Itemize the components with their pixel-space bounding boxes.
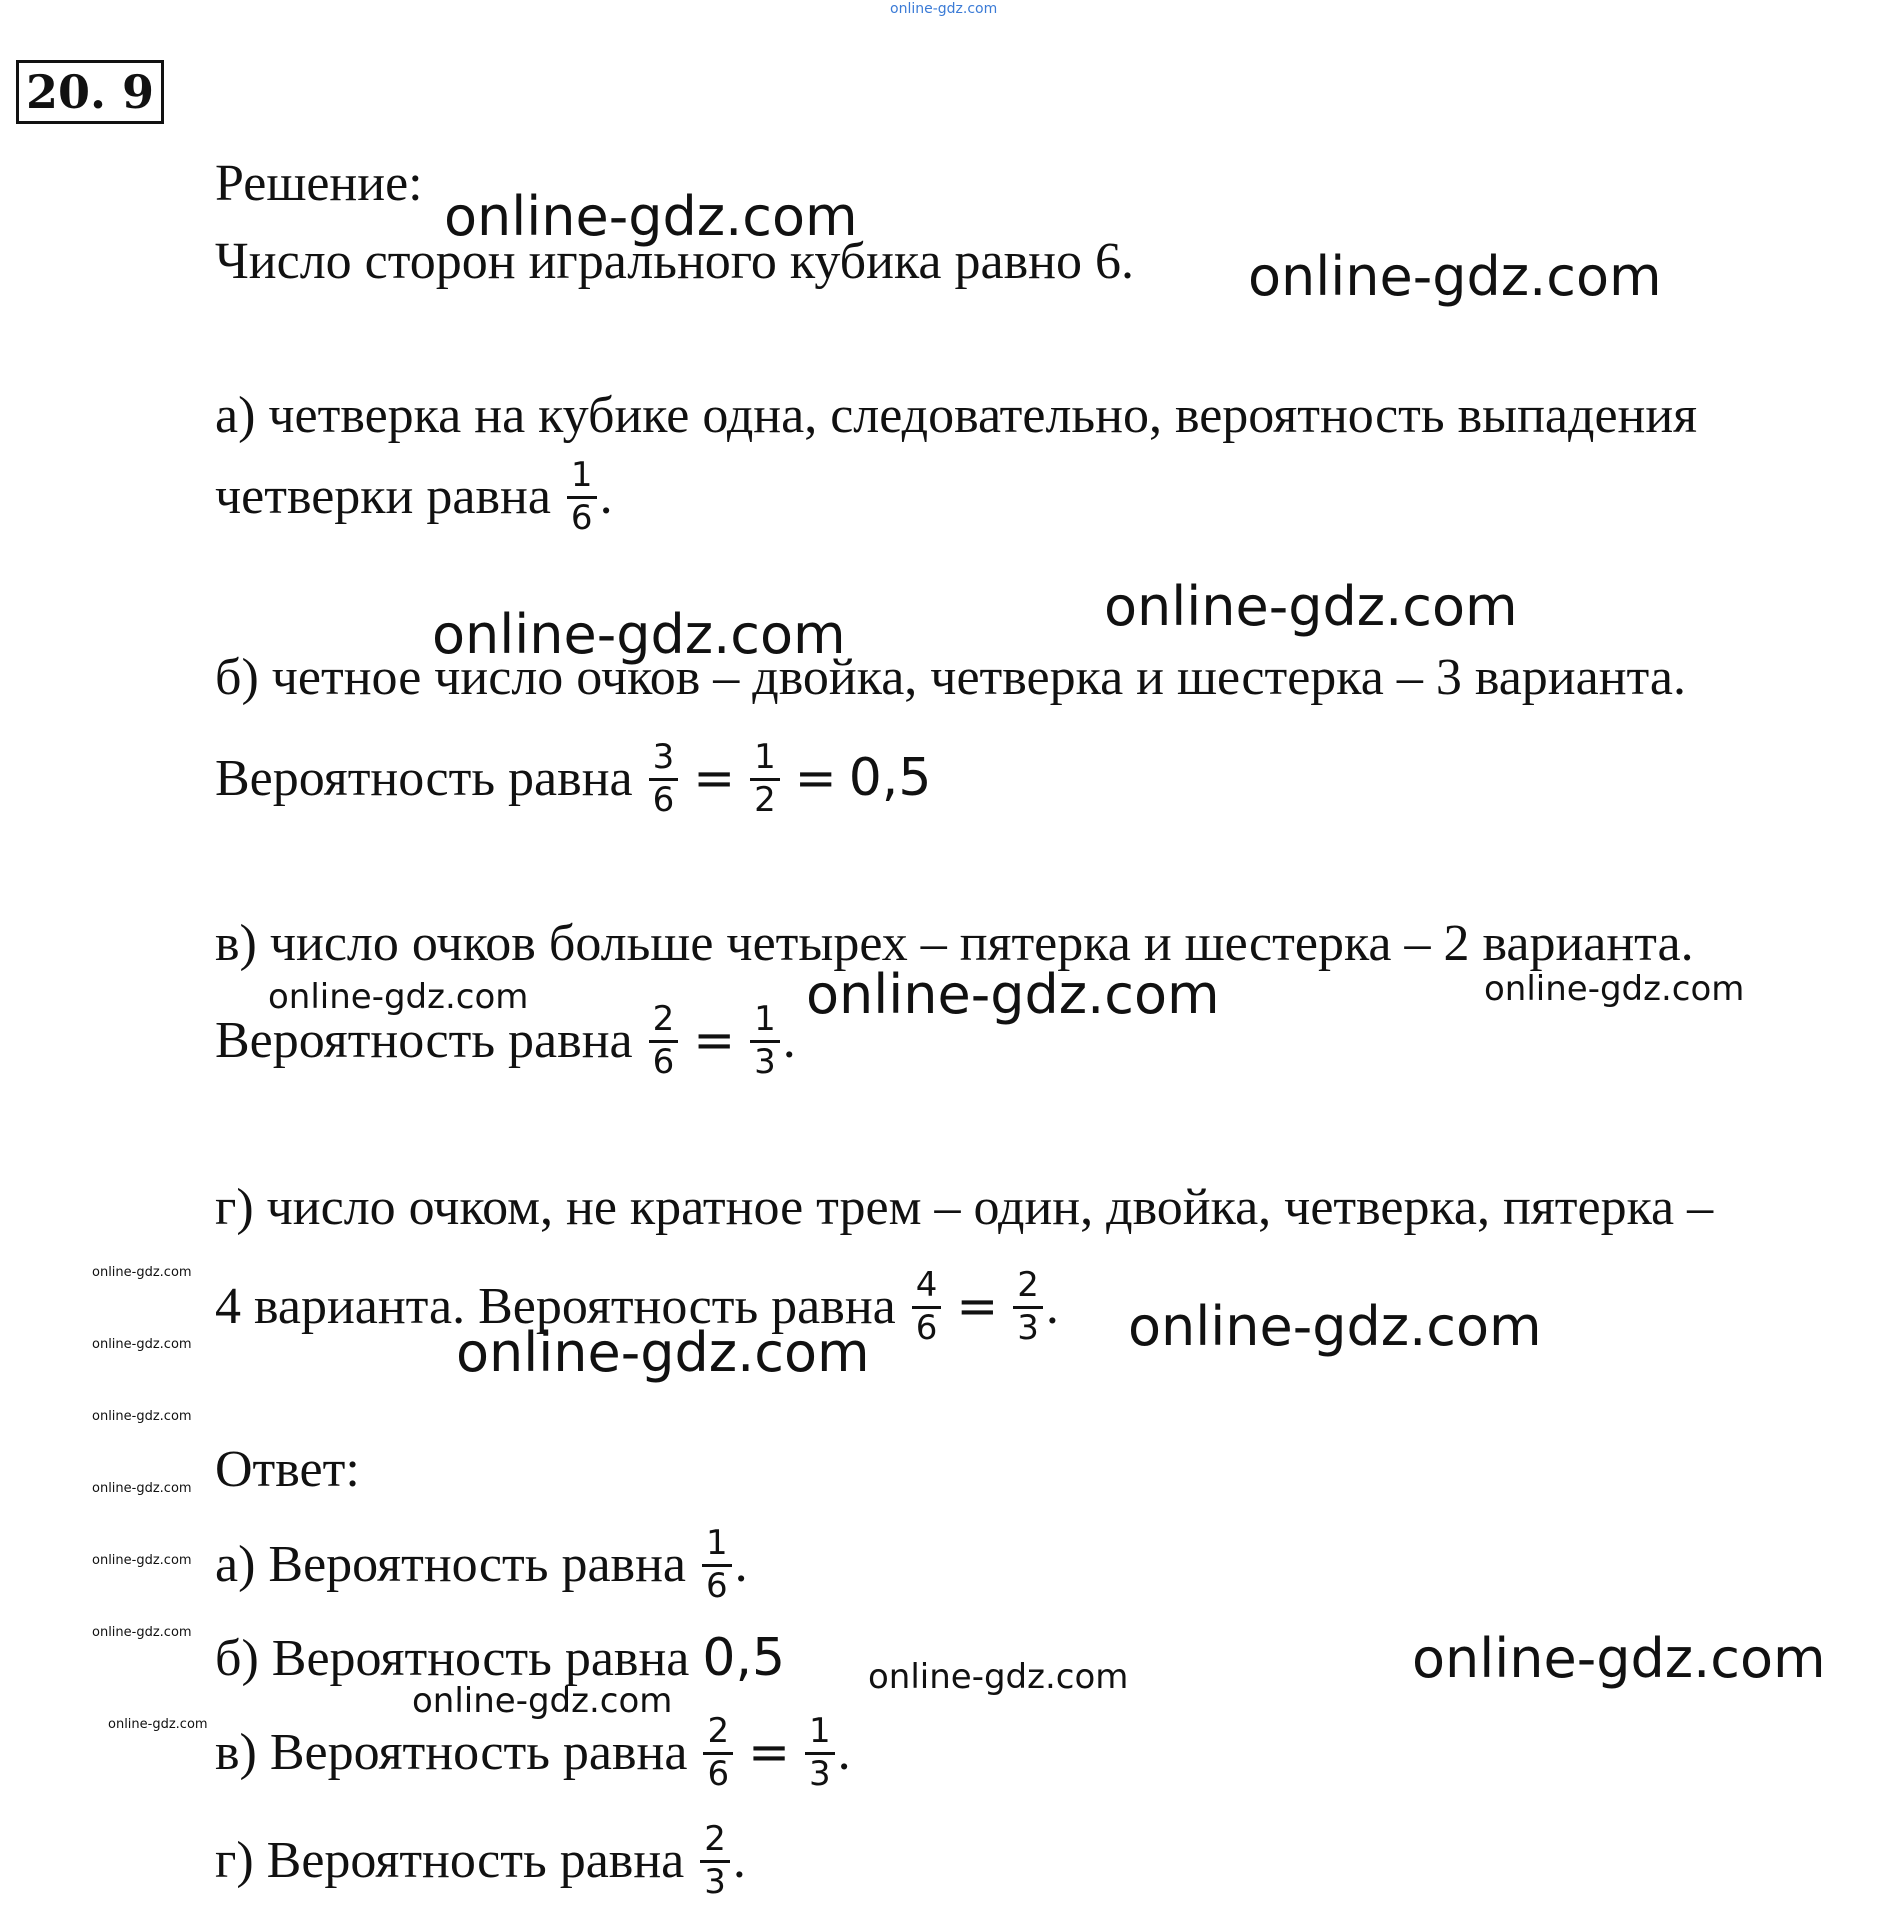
watermark-small: online-gdz.com [92, 1265, 192, 1280]
watermark: online-gdz.com [806, 963, 1220, 1026]
solution-b-line2 [215, 737, 932, 822]
fraction-numerator: 1 [805, 1714, 835, 1755]
watermark-small: online-gdz.com [92, 1481, 192, 1496]
equals-sign: = [693, 749, 736, 808]
answer-heading: Ответ: [215, 1441, 360, 1498]
fraction-denominator: 6 [915, 1307, 938, 1348]
watermark: online-gdz.com [1248, 245, 1662, 308]
fraction-numerator: 2 [700, 1822, 730, 1863]
watermark-small: online-gdz.com [92, 1337, 192, 1352]
watermark: online-gdz.com [1128, 1295, 1542, 1358]
watermark: online-gdz.com [868, 1657, 1129, 1697]
result-value: 0,5 [848, 748, 932, 809]
solution-b-text: Вероятность равна [215, 750, 633, 808]
solution-g-text: 4 варианта. Вероятность равна [215, 1278, 896, 1336]
solution-a-line1: а) четверка на кубике одна, следовательно, вероятность выпадения [215, 387, 1698, 444]
period: . [1045, 1278, 1059, 1336]
answer-a [215, 1523, 748, 1608]
fraction-denominator: 6 [570, 497, 593, 538]
period: . [734, 1536, 748, 1594]
fraction-denominator: 3 [809, 1753, 831, 1794]
solution-b-line1: б) четное число очков – двойка, четверка и шестерка – 3 варианта. [215, 649, 1686, 706]
fraction-numerator: 1 [750, 740, 780, 781]
watermark: online-gdz.com [432, 603, 846, 666]
fraction [1013, 1265, 1043, 1348]
equals-sign: = [794, 749, 837, 808]
fraction-numerator: 1 [702, 1526, 732, 1567]
result-value: 0,5 [702, 1628, 786, 1688]
solution-g-line1: г) число очком, не кратное трем – один, двойка, четверка, пятерка – [215, 1179, 1714, 1236]
solution-v-line1: в) число очков больше четырех – пятерка и шестерка – 2 варианта. [215, 915, 1694, 972]
fraction-denominator: 3 [1017, 1307, 1039, 1348]
fraction [703, 1711, 733, 1794]
watermark: online-gdz.com [456, 1321, 870, 1384]
watermark-top: online-gdz.com [890, 1, 998, 17]
fraction [700, 1819, 730, 1902]
solution-v-line2 [215, 999, 796, 1084]
fraction [750, 999, 780, 1082]
period: . [837, 1724, 851, 1782]
equals-sign: = [956, 1277, 999, 1336]
problem-number: 20. 9 [16, 60, 164, 124]
watermark-small: online-gdz.com [92, 1553, 192, 1568]
equals-sign: = [693, 1011, 736, 1070]
fraction-numerator: 2 [1013, 1268, 1043, 1309]
fraction-numerator: 3 [649, 740, 679, 781]
watermark: online-gdz.com [1484, 969, 1745, 1009]
fraction-numerator: 2 [703, 1714, 733, 1755]
answer-v-text: в) Вероятность равна [215, 1724, 688, 1782]
fraction [702, 1523, 732, 1606]
watermark: online-gdz.com [444, 185, 858, 248]
fraction-numerator: 2 [649, 1002, 679, 1043]
fraction-denominator: 6 [707, 1753, 730, 1794]
answer-v [215, 1711, 851, 1796]
answer-g-text: г) Вероятность равна [215, 1832, 685, 1890]
fraction [805, 1711, 835, 1794]
period: . [782, 1012, 796, 1070]
answer-g [215, 1819, 746, 1904]
answer-a-text: а) Вероятность равна [215, 1536, 686, 1594]
period: . [732, 1832, 746, 1890]
fraction [567, 455, 597, 538]
fraction [649, 999, 679, 1082]
fraction-denominator: 6 [652, 779, 675, 820]
fraction-denominator: 3 [704, 1861, 726, 1902]
solution-heading: Решение: [215, 155, 423, 212]
fraction [649, 737, 679, 820]
solution-a-text: четверки равна [215, 468, 551, 526]
fraction-denominator: 6 [652, 1041, 675, 1082]
answer-b-text: б) Вероятность равна [215, 1630, 690, 1687]
period: . [599, 468, 613, 526]
answer-b [215, 1628, 786, 1688]
solution-a-line2 [215, 455, 613, 540]
fraction [750, 737, 780, 820]
watermark-small: online-gdz.com [108, 1717, 208, 1732]
watermark-small: online-gdz.com [92, 1625, 192, 1640]
watermark: online-gdz.com [1412, 1627, 1826, 1690]
fraction-denominator: 3 [754, 1041, 776, 1082]
solution-v-text: Вероятность равна [215, 1012, 633, 1070]
watermark-small: online-gdz.com [92, 1409, 192, 1424]
fraction-denominator: 6 [706, 1565, 728, 1606]
fraction-denominator: 2 [754, 779, 776, 820]
fraction-numerator: 4 [912, 1268, 942, 1309]
watermark: online-gdz.com [268, 977, 529, 1017]
watermark: online-gdz.com [412, 1681, 673, 1721]
equals-sign: = [748, 1723, 791, 1782]
fraction [912, 1265, 942, 1348]
solution-intro: Число сторон игрального кубика равно 6. [215, 233, 1134, 290]
fraction-numerator: 1 [750, 1002, 780, 1043]
watermark: online-gdz.com [1104, 575, 1518, 638]
fraction-numerator: 1 [567, 458, 597, 499]
